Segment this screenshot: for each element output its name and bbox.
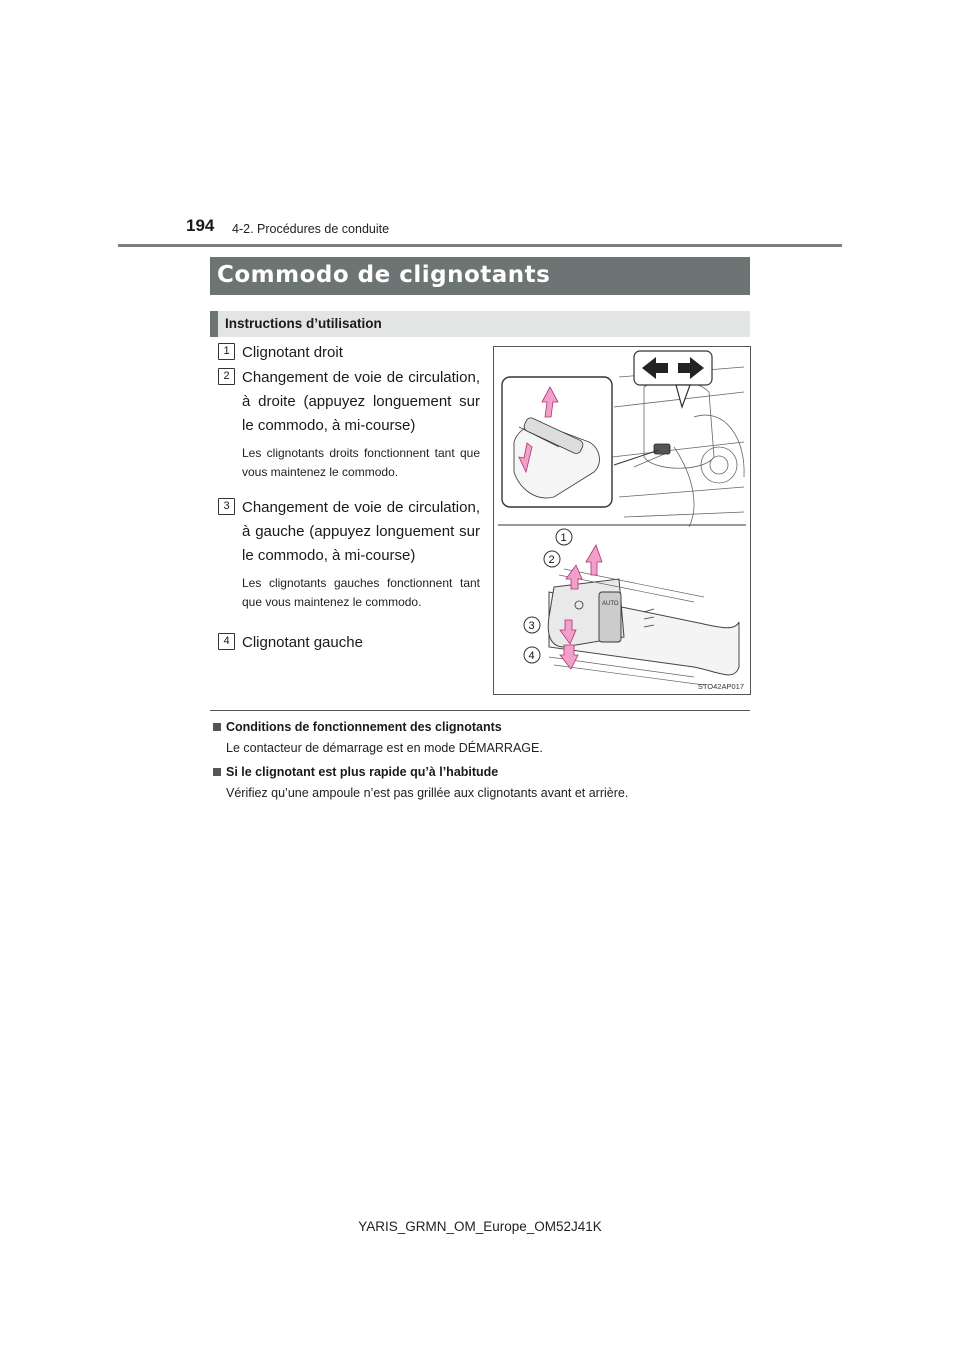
callout-2: 2 [548, 554, 555, 566]
item-note: Les clignotants droits fonctionnent tant que vous maintenez le commodo. [242, 446, 480, 479]
divider [210, 710, 750, 711]
item-text: Clignotant gauche [242, 634, 363, 651]
condition-heading-text: Si le clignotant est plus rapide qu’à l’habitude [226, 765, 499, 779]
callout-3: 3 [528, 620, 535, 632]
item-number: 2 [218, 368, 235, 385]
switch-label-text: AUTO [602, 601, 619, 607]
item-number: 3 [218, 498, 235, 515]
page-number: 194 [186, 216, 215, 235]
item-text: Changement de voie de circulation, à gauche (appuyez longuement sur le commodo, à mi-course) [242, 499, 480, 564]
header-rule [118, 244, 842, 247]
callout-4: 4 [528, 650, 535, 662]
condition-body: Vérifiez qu’une ampoule n’est pas grillée aux clignotants avant et arrière. [226, 786, 629, 800]
signal-arrows-callout [634, 351, 712, 407]
callout-1: 1 [560, 532, 567, 544]
stalk-small [654, 444, 670, 454]
subsection-title: Instructions d’utilisation [225, 316, 382, 331]
item-note: Les clignotants gauches fonctionnent tant que vous maintenez le commodo. [242, 576, 480, 609]
stalk-detail [548, 545, 739, 685]
list-item [218, 496, 480, 612]
hand-inset [502, 377, 612, 507]
item-number: 4 [218, 633, 235, 650]
page-title: Commodo de clignotants [217, 262, 551, 288]
footer-text: YARIS_GRMN_OM_Europe_OM52J41K [358, 1219, 602, 1234]
condition-block [213, 718, 753, 757]
square-bullet-icon [213, 768, 221, 776]
subsection-banner [210, 311, 750, 337]
condition-heading [213, 718, 753, 736]
condition-block [213, 763, 753, 802]
turn-signal-illustration [493, 346, 751, 695]
condition-heading [213, 763, 753, 781]
condition-body: Le contacteur de démarrage est en mode DÉMARRAGE. [226, 741, 543, 755]
condition-heading-text: Conditions de fonctionnement des clignotants [226, 720, 502, 734]
list-item [218, 341, 480, 365]
figure-id: STO42AP017 [697, 682, 744, 691]
section-title: 4-2. Procédures de conduite [232, 222, 390, 236]
square-bullet-icon [213, 723, 221, 731]
title-banner [210, 257, 750, 295]
arrow-1-icon [586, 545, 602, 575]
item-text: Clignotant droit [242, 344, 343, 361]
list-item [218, 366, 480, 482]
illustration-svg [494, 347, 750, 694]
list-item [218, 631, 480, 655]
leader-line [614, 450, 659, 465]
subsection-bar [210, 311, 218, 337]
item-number: 1 [218, 343, 235, 360]
item-text: Changement de voie de circulation, à droite (appuyez longuement sur le commodo, à mi-course) [242, 369, 480, 434]
